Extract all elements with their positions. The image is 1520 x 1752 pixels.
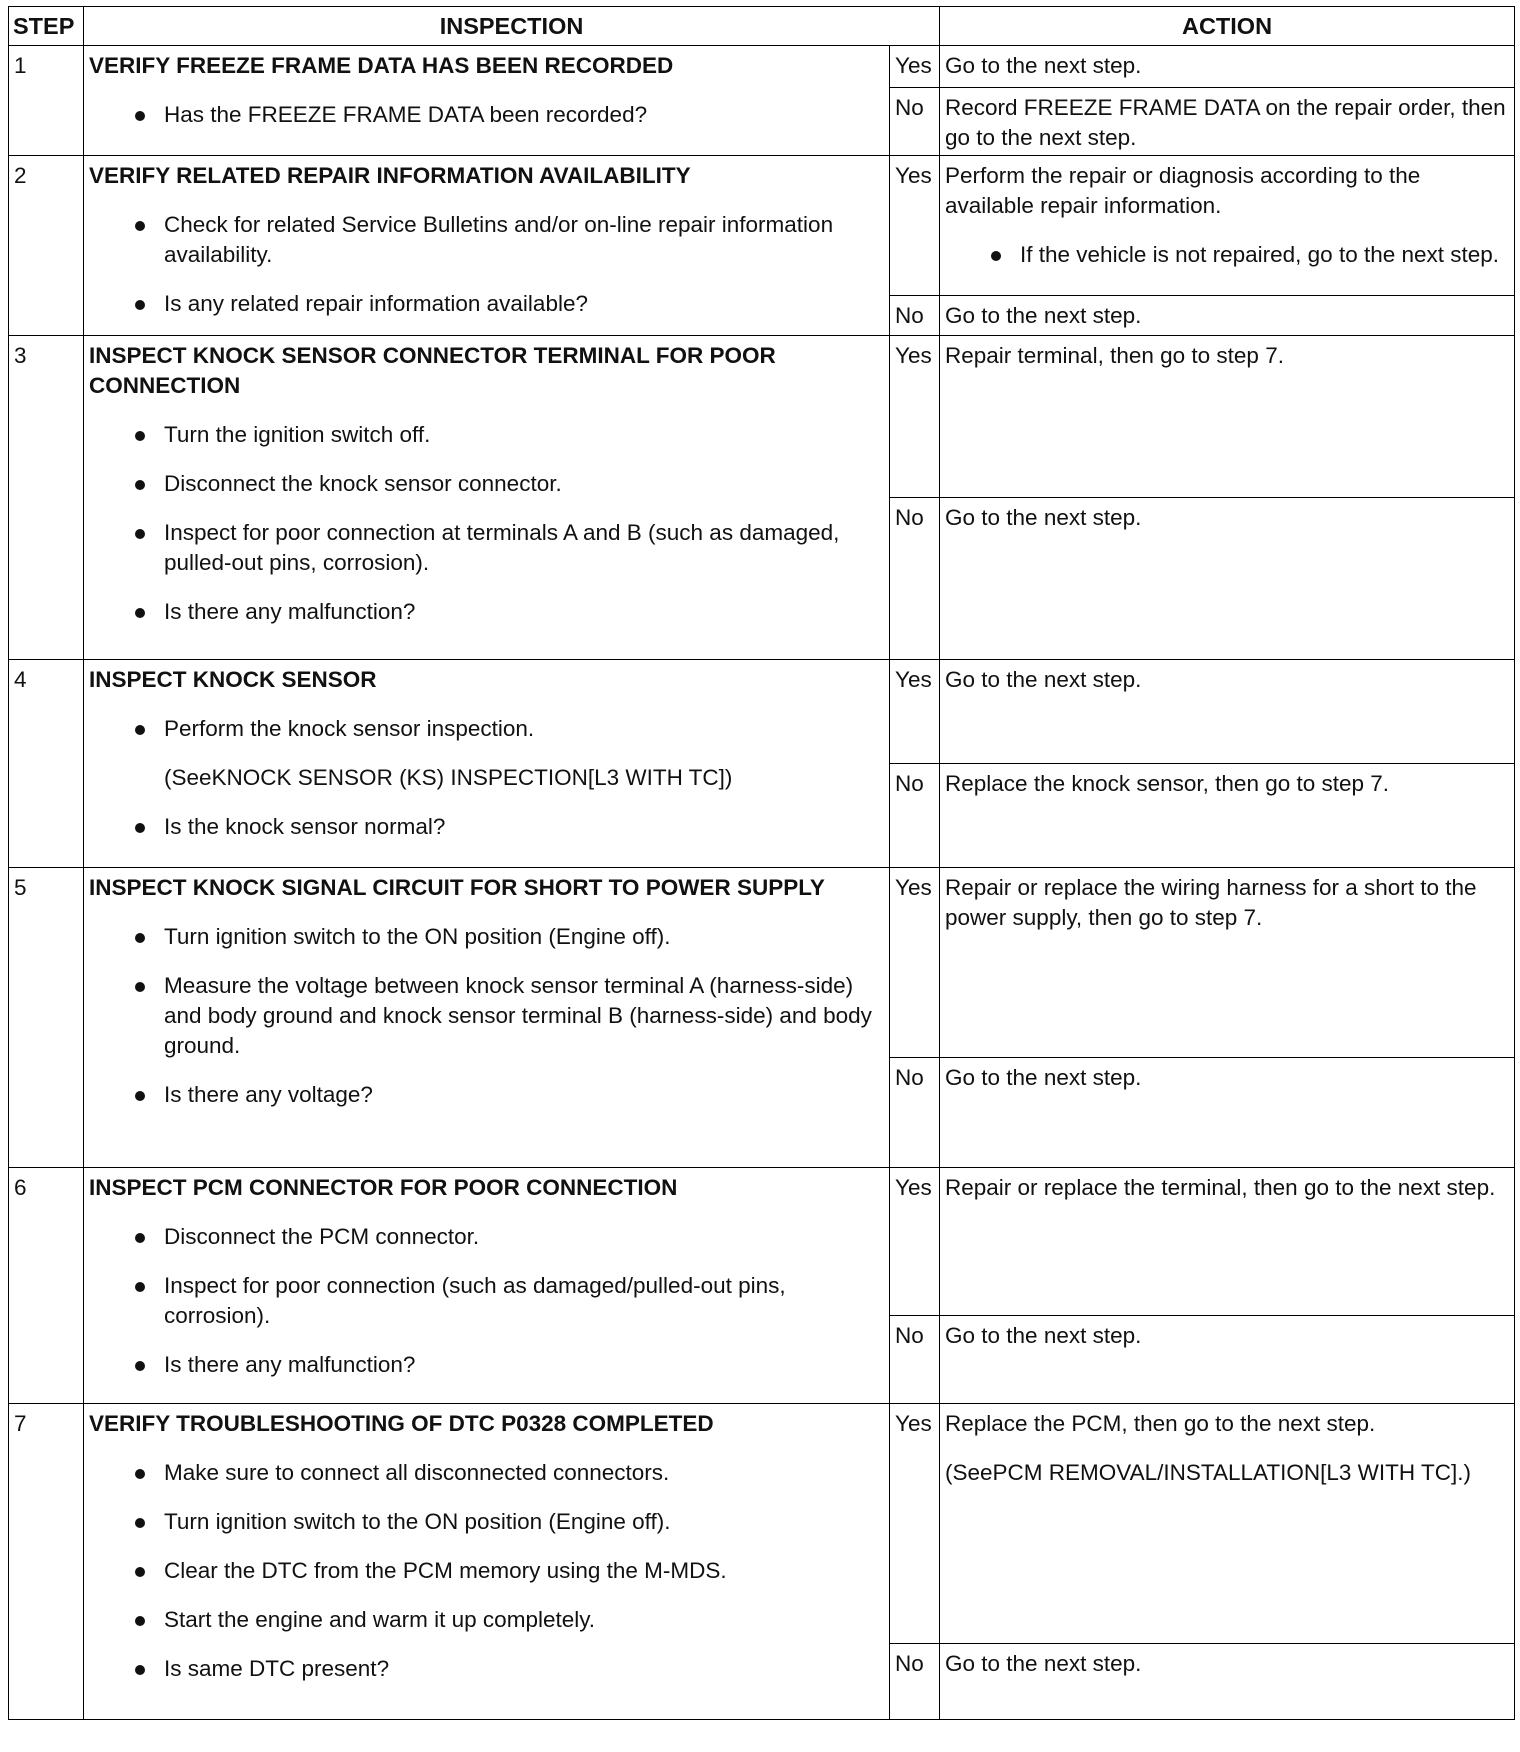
inspection-item: Perform the knock sensor inspection.	[89, 714, 884, 744]
bullet-icon	[135, 480, 145, 490]
bullet-icon	[135, 725, 145, 735]
inspection-item: Inspect for poor connection at terminals A and B (such as damaged, pulled-out pins, corrosion).	[89, 518, 884, 578]
no-label: No	[890, 1644, 940, 1720]
no-action: Replace the knock sensor, then go to step 7.	[940, 764, 1515, 868]
inspection-item: Disconnect the PCM connector.	[89, 1222, 884, 1252]
bullet-icon	[135, 1282, 145, 1292]
step-number: 7	[9, 1404, 84, 1720]
inspection-item: Turn the ignition switch off.	[89, 420, 884, 450]
step-inspection	[84, 660, 890, 868]
no-action: Go to the next step.	[940, 1644, 1515, 1720]
bullet-icon	[135, 431, 145, 441]
step-heading: VERIFY FREEZE FRAME DATA HAS BEEN RECORDED	[89, 53, 674, 78]
bullet-icon	[135, 1361, 145, 1371]
inspection-item: Has the FREEZE FRAME DATA been recorded?	[89, 100, 884, 130]
inspection-list	[89, 100, 884, 130]
step-inspection	[84, 1168, 890, 1404]
yes-action: Perform the repair or diagnosis according to the available repair information. If the vehicle is not repaired, go to the next step.	[940, 156, 1515, 296]
no-label: No	[890, 1316, 940, 1404]
inspection-item: Check for related Service Bulletins and/or on-line repair information availability.	[89, 210, 884, 270]
yes-action: Repair or replace the wiring harness for a short to the power supply, then go to step 7.	[940, 868, 1515, 1058]
inspection-item: Measure the voltage between knock sensor terminal A (harness-side) and body ground and knock sensor terminal B (harness-side) and body ground.	[89, 971, 884, 1061]
yes-label: Yes	[890, 660, 940, 764]
no-label: No	[890, 296, 940, 336]
bullet-icon	[135, 1616, 145, 1626]
step-1-yes-row	[9, 46, 1515, 88]
inspection-item: Disconnect the knock sensor connector.	[89, 469, 884, 499]
yes-action: Go to the next step.	[940, 46, 1515, 88]
yes-action: Go to the next step.	[940, 660, 1515, 764]
inspection-item: Turn ignition switch to the ON position (Engine off).	[89, 922, 884, 952]
step-number: 1	[9, 46, 84, 156]
no-action: Go to the next step.	[940, 296, 1515, 336]
no-action: Go to the next step.	[940, 1058, 1515, 1168]
step-6-yes-row	[9, 1168, 1515, 1316]
inspection-item: Start the engine and warm it up completely.	[89, 1605, 884, 1635]
bullet-icon	[135, 933, 145, 943]
step-number: 2	[9, 156, 84, 336]
step-heading: INSPECT KNOCK SENSOR CONNECTOR TERMINAL FOR POOR CONNECTION	[89, 343, 776, 398]
action-item: If the vehicle is not repaired, go to the next step.	[945, 240, 1509, 270]
inspection-list	[89, 714, 884, 842]
inspection-list	[89, 922, 884, 1110]
inspection-list	[89, 1222, 884, 1380]
bullet-icon	[135, 221, 145, 231]
header-inspection: INSPECTION	[84, 7, 940, 46]
no-action: Record FREEZE FRAME DATA on the repair order, then go to the next step.	[940, 88, 1515, 156]
step-inspection	[84, 336, 890, 660]
bullet-icon	[135, 982, 145, 992]
step-5-yes-row	[9, 868, 1515, 1058]
no-action: Go to the next step.	[940, 498, 1515, 660]
inspection-item: Make sure to connect all disconnected connectors.	[89, 1458, 884, 1488]
no-label: No	[890, 1058, 940, 1168]
header-row	[9, 7, 1515, 46]
bullet-icon	[135, 300, 145, 310]
bullet-icon	[135, 1518, 145, 1528]
step-inspection	[84, 1404, 890, 1720]
yes-action: Replace the PCM, then go to the next step. (SeePCM REMOVAL/INSTALLATION[L3 WITH TC].)	[940, 1404, 1515, 1644]
yes-action: Repair terminal, then go to step 7.	[940, 336, 1515, 498]
inspection-list	[89, 210, 884, 319]
inspection-item: Is the knock sensor normal?	[89, 812, 884, 842]
yes-label: Yes	[890, 868, 940, 1058]
step-number: 5	[9, 868, 84, 1168]
no-action: Go to the next step.	[940, 1316, 1515, 1404]
step-heading: VERIFY RELATED REPAIR INFORMATION AVAILABILITY	[89, 163, 691, 188]
bullet-icon	[135, 1091, 145, 1101]
inspection-list	[89, 1458, 884, 1684]
step-2-yes-row	[9, 156, 1515, 296]
reference-link[interactable]: (SeeKNOCK SENSOR (KS) INSPECTION[L3 WITH TC])	[164, 765, 733, 790]
diagnostic-table	[8, 6, 1515, 1720]
no-label: No	[890, 88, 940, 156]
step-4-yes-row	[9, 660, 1515, 764]
no-label: No	[890, 498, 940, 660]
inspection-item: Clear the DTC from the PCM memory using the M-MDS.	[89, 1556, 884, 1586]
step-number: 3	[9, 336, 84, 660]
step-7-yes-row	[9, 1404, 1515, 1644]
header-action: ACTION	[940, 7, 1515, 46]
step-heading: INSPECT KNOCK SIGNAL CIRCUIT FOR SHORT TO POWER SUPPLY	[89, 875, 825, 900]
bullet-icon	[135, 1567, 145, 1577]
bullet-icon	[135, 1233, 145, 1243]
bullet-icon	[135, 608, 145, 618]
step-inspection	[84, 868, 890, 1168]
step-inspection	[84, 46, 890, 156]
inspection-item: Is there any malfunction?	[89, 1350, 884, 1380]
bullet-icon	[135, 111, 145, 121]
header-step: STEP	[9, 7, 84, 46]
reference-link[interactable]: (SeePCM REMOVAL/INSTALLATION[L3 WITH TC].)	[945, 1460, 1471, 1485]
inspection-item: Is any related repair information available?	[89, 289, 884, 319]
yes-label: Yes	[890, 1404, 940, 1644]
bullet-icon	[135, 823, 145, 833]
step-number: 4	[9, 660, 84, 868]
step-number: 6	[9, 1168, 84, 1404]
inspection-item: Is there any voltage?	[89, 1080, 884, 1110]
yes-label: Yes	[890, 46, 940, 88]
step-heading: INSPECT KNOCK SENSOR	[89, 667, 377, 692]
yes-action: Repair or replace the terminal, then go to the next step.	[940, 1168, 1515, 1316]
bullet-icon	[135, 529, 145, 539]
diagnostic-procedure	[8, 6, 1514, 1720]
step-heading: VERIFY TROUBLESHOOTING OF DTC P0328 COMPLETED	[89, 1411, 714, 1436]
bullet-icon	[135, 1665, 145, 1675]
yes-label: Yes	[890, 336, 940, 498]
inspection-list	[89, 420, 884, 627]
yes-label: Yes	[890, 156, 940, 296]
inspection-item: Turn ignition switch to the ON position (Engine off).	[89, 1507, 884, 1537]
no-label: No	[890, 764, 940, 868]
inspection-item: Inspect for poor connection (such as damaged/pulled-out pins, corrosion).	[89, 1271, 884, 1331]
bullet-icon	[135, 1469, 145, 1479]
yes-label: Yes	[890, 1168, 940, 1316]
inspection-item: Is there any malfunction?	[89, 597, 884, 627]
step-3-yes-row	[9, 336, 1515, 498]
step-heading: INSPECT PCM CONNECTOR FOR POOR CONNECTION	[89, 1175, 678, 1200]
step-inspection	[84, 156, 890, 336]
bullet-icon	[991, 251, 1001, 261]
inspection-item: Is same DTC present?	[89, 1654, 884, 1684]
